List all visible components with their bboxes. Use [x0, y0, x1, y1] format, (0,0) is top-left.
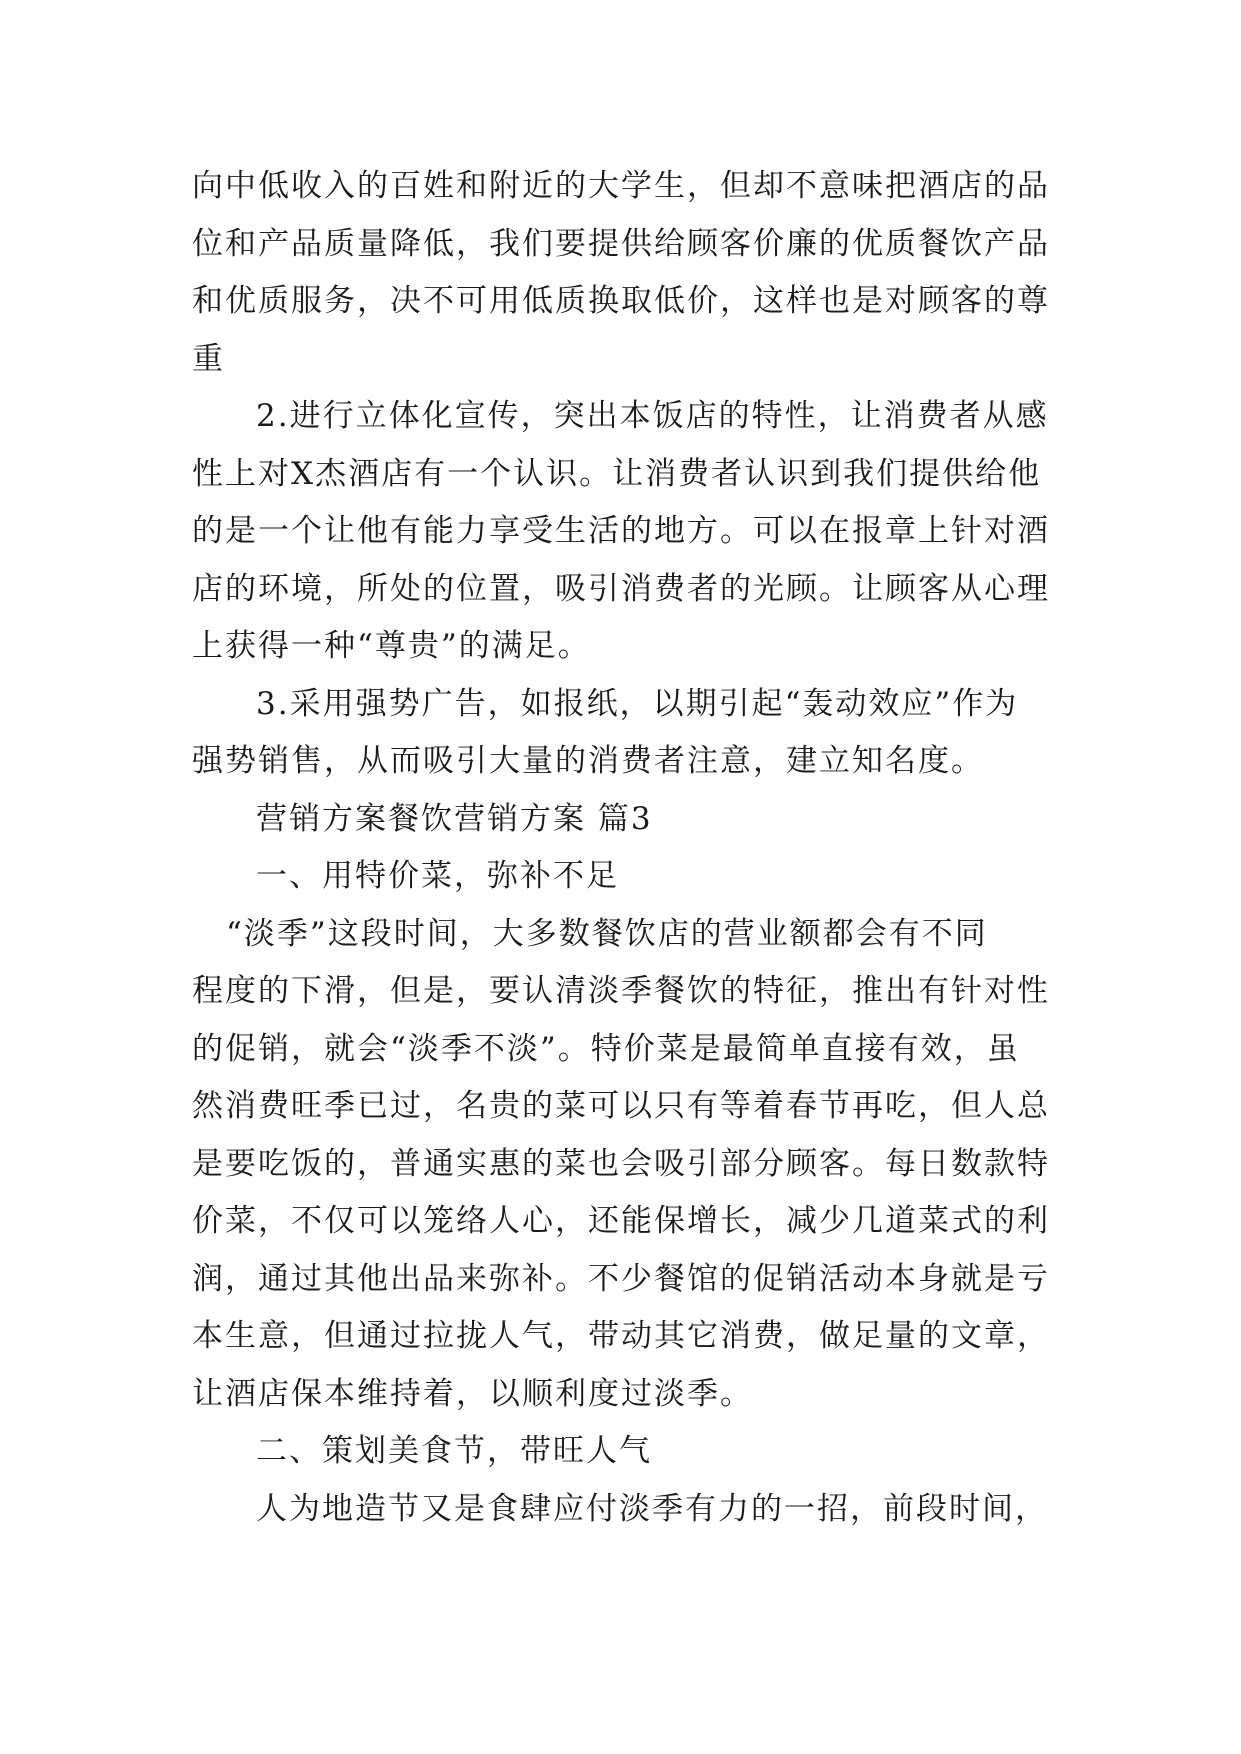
text-line: 向中低收入的百姓和附近的大学生，但却不意味把酒店的品	[192, 168, 1050, 204]
text-line: 本生意，但通过拉拢人气，带动其它消费，做足量的文章，	[192, 1318, 1050, 1354]
text-line: 然消费旺季已过，名贵的菜可以只有等着春节再吃，但人总	[192, 1088, 1050, 1124]
text-line: 价菜，不仅可以笼络人心，还能保增长，减少几道菜式的利	[192, 1203, 1050, 1239]
text-line: 位和产品质量降低，我们要提供给顾客价廉的优质餐饮产品	[192, 225, 1050, 262]
paragraph-start: 人为地造节又是食肆应付淡季有力的一招，前段时间，	[256, 1490, 1048, 1527]
section-heading-2: 二、策划美食节，带旺人气	[256, 1433, 652, 1469]
section-heading-1: 一、用特价菜，弥补不足	[256, 858, 619, 894]
section-title: 营销方案餐饮营销方案 篇3	[256, 800, 653, 837]
text-line: 润，通过其他出品来弥补。不少餐馆的促销活动本身就是亏	[192, 1260, 1050, 1297]
text-line: 的是一个让他有能力享受生活的地方。可以在报章上针对酒	[192, 513, 1050, 549]
paragraph-start: “淡季”这段时间，大多数餐饮店的营业额都会有不同	[226, 915, 988, 952]
text-line: 程度的下滑，但是，要认清淡季餐饮的特征，推出有针对性	[192, 973, 1050, 1009]
document-body	[192, 158, 1052, 1538]
text-line: 性上对X杰酒店有一个认识。让消费者认识到我们提供给他	[192, 455, 1042, 492]
text-line: 重	[192, 340, 225, 377]
text-line: 上获得一种“尊贵”的满足。	[192, 628, 591, 664]
text-line: 店的环境，所处的位置，吸引消费者的光顾。让顾客从心理	[192, 570, 1050, 607]
text-line: 的促销，就会“淡季不淡”。特价菜是最简单直接有效，虽	[192, 1030, 1020, 1067]
text-line: 和优质服务，决不可用低质换取低价，这样也是对顾客的尊	[192, 283, 1050, 319]
paragraph-item-2: 2.进行立体化宣传，突出本饭店的特性，让消费者从感	[256, 398, 1049, 434]
text-line: 让酒店保本维持着，以顺利度过淡季。	[192, 1375, 753, 1412]
text-line: 是要吃饭的，普通实惠的菜也会吸引部分顾客。每日数款特	[192, 1145, 1050, 1182]
text-line: 强势销售，从而吸引大量的消费者注意，建立知名度。	[192, 743, 984, 779]
paragraph-item-3: 3.采用强势广告，如报纸，以期引起“轰动效应”作为	[256, 685, 1019, 722]
